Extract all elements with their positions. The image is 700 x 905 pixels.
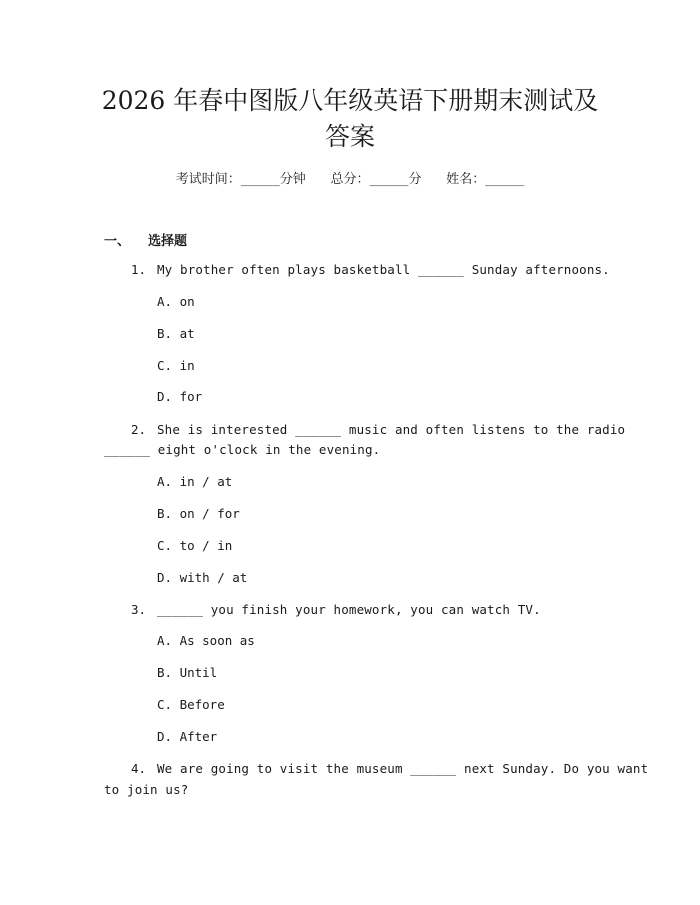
question-3-option-a: A. As soon as: [157, 633, 255, 648]
question-4-text-line-2: to join us?: [104, 782, 189, 797]
section-number: 一、: [104, 234, 131, 249]
question-3-number: 3.: [131, 602, 147, 617]
question-3-text: ______ you finish your homework, you can watch TV.: [157, 602, 541, 617]
question-1-option-a: A. on: [157, 294, 195, 309]
question-3-option-c: C. Before: [157, 697, 225, 712]
question-2-option-c: C. to / in: [157, 538, 233, 553]
question-4-text-line-1: We are going to visit the museum ______ next Sunday. Do you want: [157, 761, 649, 776]
question-1-option-b: B. at: [157, 326, 195, 341]
question-2-number: 2.: [131, 422, 147, 437]
question-1-option-d: D. for: [157, 389, 203, 404]
question-2-option-a: A. in / at: [157, 474, 233, 489]
question-3-option-b: B. Until: [157, 665, 218, 680]
question-2-option-b: B. on / for: [157, 506, 240, 521]
question-1-option-c: C. in: [157, 358, 195, 373]
question-2-text-line-1: She is interested ______ music and often listens to the radio: [157, 422, 626, 437]
section-heading: [104, 230, 187, 249]
question-2-option-d: D. with / at: [157, 570, 248, 585]
question-1-number: 1.: [131, 262, 147, 277]
question-4-number: 4.: [131, 761, 147, 776]
question-2-text-line-2: ______ eight o'clock in the evening.: [104, 442, 381, 457]
exam-meta-info: 考试时间：______分钟 总分：______分 姓名：______: [175, 172, 525, 187]
exam-title-line-2: 答案: [324, 122, 375, 151]
question-1-text: My brother often plays basketball ______ Sunday afternoons.: [157, 262, 610, 277]
section-label: 选择题: [148, 234, 188, 249]
exam-title-line-1: 2026 年春中图版八年级英语下册期末测试及: [101, 86, 599, 115]
question-3-option-d: D. After: [157, 729, 218, 744]
